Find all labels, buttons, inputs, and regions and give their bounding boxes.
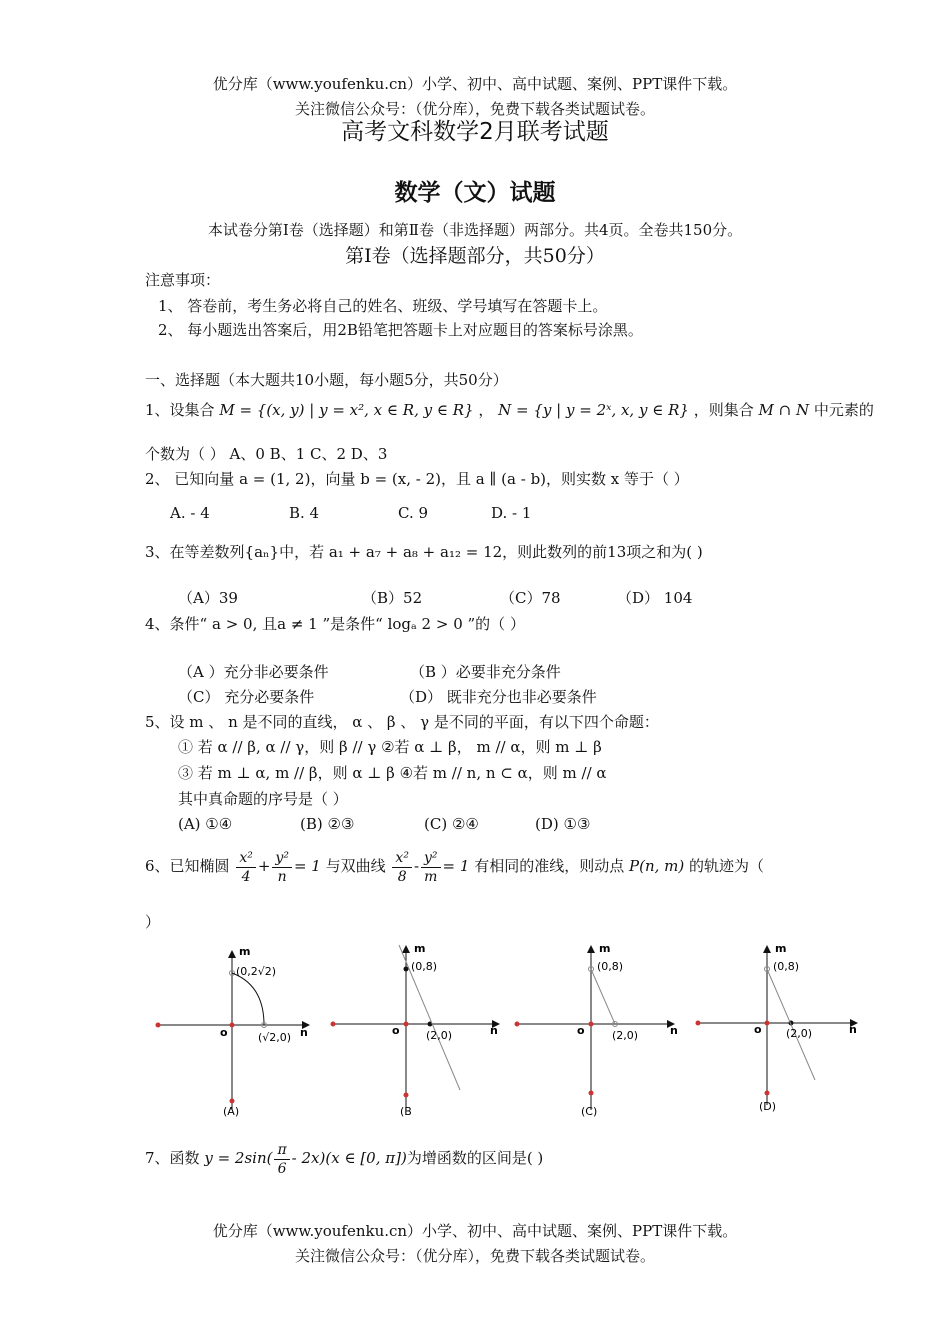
q1-lead: 1、设集合 bbox=[145, 401, 215, 419]
graph-a-axis-m: m bbox=[239, 945, 251, 958]
q5-option-b: (B) ②③ bbox=[300, 815, 355, 833]
graph-b-axis-n: n bbox=[490, 1024, 498, 1037]
q6-lead: 6、已知椭圆 bbox=[145, 857, 230, 875]
q4-option-d: （D） 既非充分也非必要条件 bbox=[400, 688, 597, 706]
graph-a-axis-n: n bbox=[300, 1026, 308, 1039]
graph-d bbox=[696, 942, 857, 1113]
q7-expr-b: - 2x)(x ∈ [0, π]) bbox=[291, 1149, 407, 1167]
q2-option-b: B. 4 bbox=[289, 504, 320, 522]
q5-propositions-3-4: ③ 若 m ⊥ α, m // β，则 α ⊥ β ④若 m // n, n ⊂ α，则 m // α bbox=[178, 764, 607, 782]
graph-c-label: (C) bbox=[581, 1105, 598, 1118]
q1-set-n: N = {y | y = 2ˣ, x, y ∈ R} bbox=[498, 401, 689, 419]
graph-b-point-2: (2,0) bbox=[426, 1029, 453, 1042]
ellipse-eq: = 1 bbox=[293, 857, 321, 875]
graph-b bbox=[331, 942, 499, 1118]
q6-point: P(n, m) bbox=[629, 857, 685, 875]
q4-option-c: （C） 充分必要条件 bbox=[178, 688, 315, 706]
graph-b-label: (B bbox=[400, 1105, 412, 1118]
header-line-1: 优分库（www.youfenku.cn）小学、初中、高中试题、案例、PPT课件下载。 bbox=[212, 75, 738, 93]
graph-c-axis-n: n bbox=[670, 1024, 678, 1037]
page-title: 高考文科数学2月联考试题 bbox=[341, 119, 609, 145]
question-2: 2、 已知向量 a = (1, 2)，向量 b = (x, - 2)，且 a ∥ (a - b)，则实数 x 等于（ ） bbox=[145, 470, 689, 488]
ellipse-fraction-x: $\frac{\text{x²}}{4}$ bbox=[236, 849, 256, 886]
part1-title: 第Ⅰ卷（选择题部分，共50分） bbox=[345, 245, 605, 267]
section-1-heading: 一、选择题（本大题共10小题，每小题5分，共50分） bbox=[145, 371, 508, 389]
q7-tail: 为增函数的区间是( ) bbox=[406, 1149, 544, 1167]
graph-a-point-1: (0,2√2) bbox=[236, 965, 277, 978]
q2-option-a: A. - 4 bbox=[170, 504, 210, 522]
q2-option-c: C. 9 bbox=[398, 504, 429, 522]
question-5: 5、设 m 、 n 是不同的直线， α 、 β 、 γ 是不同的平面，有以下四个命题： bbox=[145, 713, 659, 731]
q6-mid: 与双曲线 bbox=[325, 857, 386, 875]
graph-c-point-2: (2,0) bbox=[612, 1029, 639, 1042]
q7-fraction: $\frac{\pi}{6}$ bbox=[274, 1141, 289, 1178]
graph-a-origin: o bbox=[220, 1026, 228, 1039]
graph-d-origin: o bbox=[754, 1023, 762, 1036]
graph-d-label: (D) bbox=[759, 1100, 777, 1113]
graph-b-origin: o bbox=[392, 1024, 400, 1037]
graph-c-axis-m: m bbox=[599, 942, 611, 955]
graph-d-axis-m: m bbox=[775, 942, 787, 955]
graph-d-axis-n: n bbox=[849, 1023, 857, 1036]
graph-c bbox=[515, 942, 678, 1118]
q6-close: ） bbox=[145, 913, 161, 931]
q1-mid: ，则集合 bbox=[693, 401, 754, 419]
q3-option-d: （D） 104 bbox=[617, 589, 693, 607]
graph-d-point-2: (2,0) bbox=[786, 1027, 813, 1040]
q1-tail: 中元素的 bbox=[813, 401, 874, 419]
question-6: 6、已知椭圆 $\frac{\text{x²}}{4}$ + $\frac{\text{y²}}{n}$ = 1 与双曲线 $\frac{\text{x²}}{8}$ - $\frac{\text{y²}}{m}$ = 1 有相同的准线，则动点 P(n, m) 的轨迹为（ bbox=[145, 849, 765, 885]
q1-intersection: M ∩ N bbox=[758, 401, 810, 419]
exam-intro: 本试卷分第Ⅰ卷（选择题）和第Ⅱ卷（非选择题）两部分。共4页。全卷共150分。 bbox=[207, 221, 743, 239]
q4-option-b: （B ）必要非充分条件 bbox=[410, 663, 561, 681]
q1-sep: ， bbox=[478, 401, 494, 419]
q5-ask: 其中真命题的序号是（ ） bbox=[178, 790, 348, 808]
question-3: 3、在等差数列{aₙ}中，若 a₁ + a₇ + a₈ + a₁₂ = 12，则此数列的前13项之和为( ) bbox=[145, 543, 703, 561]
question-4: 4、条件“ a > 0, 且a ≠ 1 ”是条件“ logₐ 2 > 0 ”的（ ） bbox=[145, 615, 525, 633]
q4-option-a: （A ）充分非必要条件 bbox=[178, 663, 329, 681]
graph-d-point-1: (0,8) bbox=[773, 960, 800, 973]
footer-line-2: 关注微信公众号：（优分库），免费下载各类试题试卷。 bbox=[294, 1247, 655, 1265]
q2-option-d: D. - 1 bbox=[491, 504, 532, 522]
header-line-2: 关注微信公众号：（优分库），免费下载各类试题试卷。 bbox=[294, 100, 655, 118]
graph-a-point-2: (√2,0) bbox=[258, 1031, 292, 1044]
hyperbola-eq: = 1 bbox=[442, 857, 470, 875]
hyperbola-fraction-y: $\frac{\text{y²}}{m}$ bbox=[421, 849, 441, 886]
graph-b-axis-m: m bbox=[414, 942, 426, 955]
q5-option-c: (C) ②④ bbox=[424, 815, 479, 833]
q6-end: 的轨迹为（ bbox=[689, 857, 765, 875]
page-subtitle: 数学（文）试题 bbox=[394, 180, 556, 206]
notice-item-2: 2、 每小题选出答案后，用2B铅笔把答题卡上对应题目的答案标号涂黑。 bbox=[158, 321, 643, 339]
q7-lead: 7、函数 bbox=[145, 1149, 200, 1167]
graph-c-origin: o bbox=[577, 1024, 585, 1037]
ellipse-fraction-y: $\frac{\text{y²}}{n}$ bbox=[272, 849, 292, 886]
q6-tail: 有相同的准线，则动点 bbox=[474, 857, 625, 875]
footer-line-1: 优分库（www.youfenku.cn）小学、初中、高中试题、案例、PPT课件下载。 bbox=[212, 1222, 738, 1240]
question-1 bbox=[145, 400, 874, 420]
hyperbola-fraction-x: $\frac{\text{x²}}{8}$ bbox=[392, 849, 412, 886]
q5-option-a: (A) ①④ bbox=[178, 815, 233, 833]
question-7 bbox=[145, 1140, 543, 1178]
notice-heading: 注意事项： bbox=[145, 271, 221, 289]
q3-option-b: （B）52 bbox=[362, 589, 423, 607]
notice-item-1: 1、 答卷前，考生务必将自己的姓名、班级、学号填写在答题卡上。 bbox=[158, 297, 608, 315]
graph-a-label: (A) bbox=[223, 1105, 240, 1118]
q3-option-a: （A）39 bbox=[178, 589, 238, 607]
q7-expr-a: y = 2sin( bbox=[204, 1149, 273, 1167]
q5-option-d: (D) ①③ bbox=[535, 815, 591, 833]
graph-c-point-1: (0,8) bbox=[597, 960, 624, 973]
q3-option-c: （C）78 bbox=[500, 589, 561, 607]
q1-set-m: M = {(x, y) | y = x², x ∈ R, y ∈ R} bbox=[219, 401, 474, 419]
graph-b-point-1: (0,8) bbox=[411, 960, 438, 973]
q1-options: 个数为（ ） A、0 B、1 C、2 D、3 bbox=[145, 445, 388, 463]
q6-graphs bbox=[140, 935, 870, 1125]
graph-a bbox=[156, 945, 309, 1118]
q5-propositions-1-2: ① 若 α // β, α // γ，则 β // γ ②若 α ⊥ β， m // α，则 m ⊥ β bbox=[178, 738, 602, 756]
